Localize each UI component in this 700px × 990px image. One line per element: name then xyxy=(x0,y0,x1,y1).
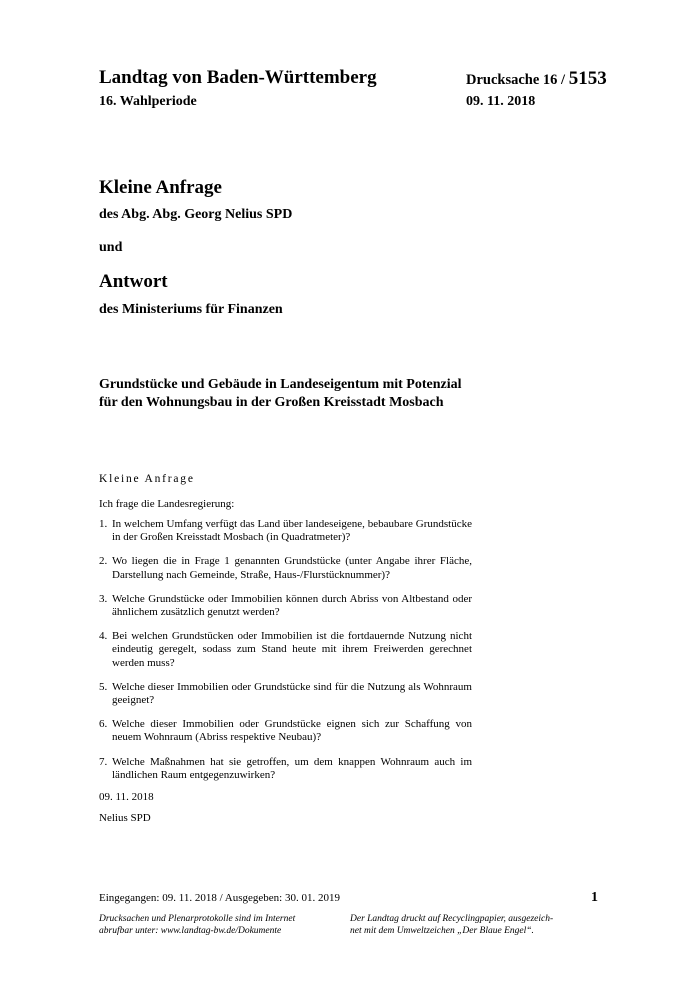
drucksache-num: 5153 xyxy=(568,68,607,89)
question-number: 4. xyxy=(99,630,108,643)
intro-text: Ich frage die Landesregierung: xyxy=(99,498,235,510)
question-item xyxy=(99,718,472,744)
question-list xyxy=(99,518,472,793)
footer-internet-note xyxy=(99,913,329,937)
question-text: Welche Maßnahmen hat sie getroffen, um dem knappen Wohnraum auch im ländlichen Raum entgegenzuwirken? xyxy=(112,755,472,781)
question-text: Welche dieser Immobilien oder Grundstücke eignen sich zur Schaffung von neuem Wohnraum (Abriss respektive Neubau)? xyxy=(112,718,472,744)
parliament-title: Landtag von Baden-Württemberg xyxy=(99,67,377,88)
received-issued-line: Eingegangen: 09. 11. 2018 / Ausgegeben: 30. 01. 2019 xyxy=(99,892,340,904)
section-label: Kleine Anfrage xyxy=(99,473,195,485)
question-text: Welche dieser Immobilien oder Grundstücke sind für die Nutzung als Wohnraum geeignet? xyxy=(112,680,472,707)
drucksache-prefix: Drucksache 16 / xyxy=(466,72,569,88)
footer-recycling-note xyxy=(350,913,600,937)
conjunction: und xyxy=(99,240,123,255)
question-number: 5. xyxy=(99,680,108,693)
question-text: Welche Grundstücke oder Immobilien können durch Abriss von Altbestand oder ähnlichem zusätzlich genutzt werden? xyxy=(112,592,472,619)
question-text: In welchem Umfang verfügt das Land über landeseigene, bebaubare Grundstücke in der Großen Kreisstadt Mosbach (in Quadratmeter)? xyxy=(112,518,472,544)
question-number: 6. xyxy=(99,718,108,731)
question-item xyxy=(99,593,472,619)
question-item xyxy=(99,630,472,670)
inquiry-date: 09. 11. 2018 xyxy=(99,791,154,803)
question-text: Bei welchen Grundstücken oder Immobilien ist die fortdauernde Nutzung nicht eindeutig geregelt, sodass zum Stand heute mit ihrem Freiwerden gerechnet werden muss? xyxy=(112,630,472,669)
author-line: des Abg. Abg. Georg Nelius SPD xyxy=(99,207,293,222)
legislative-period: 16. Wahlperiode xyxy=(99,94,197,109)
footer-left-line-2: abrufbar unter: www.landtag-bw.de/Dokumente xyxy=(99,926,282,936)
page-number: 1 xyxy=(591,890,598,905)
question-number: 3. xyxy=(99,592,108,605)
drucksache-number xyxy=(466,68,607,90)
footer-left-line-1: Drucksachen und Plenarprotokolle sind im Internet xyxy=(99,914,296,924)
question-item xyxy=(99,555,472,581)
subject-line-1: Grundstücke und Gebäude in Landeseigentum mit Potenzial xyxy=(99,377,462,392)
question-item xyxy=(99,681,472,707)
doc-type-heading: Kleine Anfrage xyxy=(99,177,222,198)
answer-heading: Antwort xyxy=(99,271,168,292)
question-number: 1. xyxy=(99,518,108,530)
question-item xyxy=(99,756,472,782)
question-number: 2. xyxy=(99,555,108,568)
subject-title xyxy=(99,376,519,412)
ministry-line: des Ministeriums für Finanzen xyxy=(99,302,283,317)
signature: Nelius SPD xyxy=(99,812,151,824)
footer-right-line-1: Der Landtag druckt auf Recyclingpapier, ausgezeich- xyxy=(350,914,554,924)
question-text: Wo liegen die in Frage 1 genannten Grundstücke (unter Angabe ihrer Fläche, Darstellung nach Gemeinde, Straße, Haus-/Flurstücknummer)? xyxy=(112,555,472,581)
question-number: 7. xyxy=(99,755,108,768)
header-date: 09. 11. 2018 xyxy=(466,94,536,109)
question-item xyxy=(99,518,472,544)
footer-right-line-2: net mit dem Umweltzeichen „Der Blaue Engel“. xyxy=(350,926,534,936)
subject-line-2: für den Wohnungsbau in der Großen Kreisstadt Mosbach xyxy=(99,395,444,410)
